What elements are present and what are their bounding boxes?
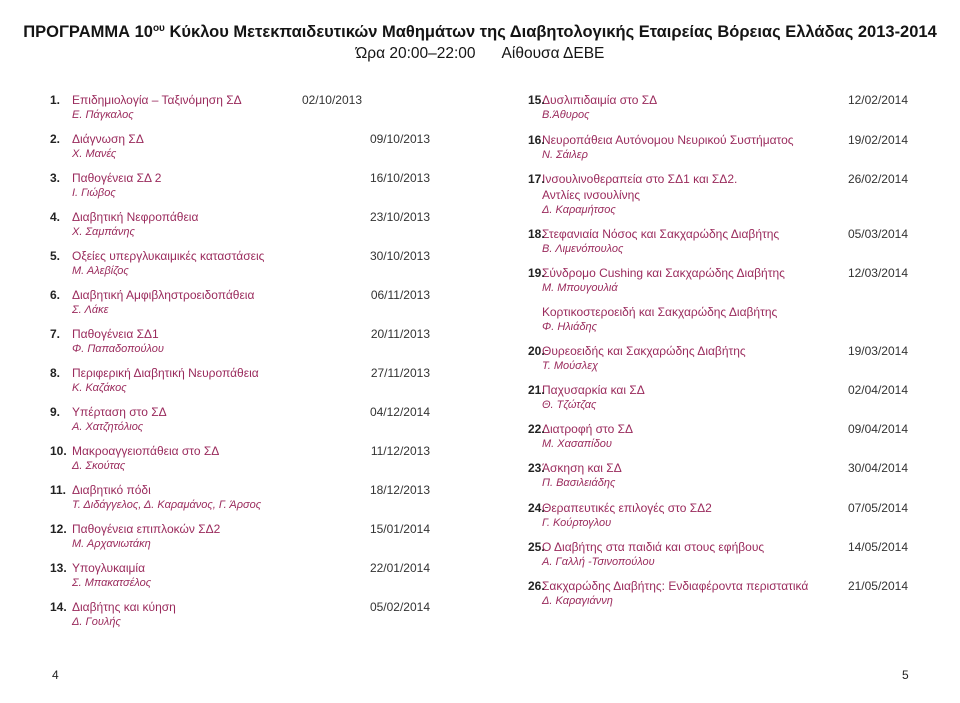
entry-date: 06/11/2013 bbox=[370, 288, 430, 302]
entry-speaker: Δ. Καραμήτσος bbox=[542, 204, 616, 216]
entry-topic: Θυρεοειδής και Σακχαρώδης Διαβήτης bbox=[542, 344, 746, 358]
schedule-entry bbox=[50, 209, 430, 240]
entry-speaker: Γ. Κούρτογλου bbox=[542, 517, 612, 529]
page-number-left: 4 bbox=[52, 668, 59, 682]
schedule-entry bbox=[50, 443, 430, 474]
schedule-entry bbox=[528, 578, 908, 609]
entry-number: 3. bbox=[50, 171, 61, 185]
entry-speaker: Ε. Πάγκαλος bbox=[72, 109, 134, 121]
entry-date: 19/03/2014 bbox=[847, 344, 908, 358]
entry-date: 02/04/2014 bbox=[847, 383, 908, 397]
entry-number: 8. bbox=[50, 366, 61, 380]
page-number-right: 5 bbox=[902, 668, 909, 682]
schedule-entry bbox=[528, 500, 908, 531]
entry-date: 09/10/2013 bbox=[369, 132, 430, 146]
entry-number: 24. bbox=[528, 501, 545, 515]
entry-topic-line2: Αντλίες ινσουλίνης bbox=[542, 188, 641, 202]
schedule-entry bbox=[528, 539, 908, 570]
entry-topic: Θεραπευτικές επιλογές στο ΣΔ2 bbox=[542, 501, 712, 515]
entry-number: 9. bbox=[50, 405, 61, 419]
schedule-entry bbox=[50, 404, 430, 435]
entry-date: 14/05/2014 bbox=[847, 540, 908, 554]
schedule-entry bbox=[50, 287, 430, 318]
entry-topic: Οξείες υπεργλυκαιμικές καταστάσεις bbox=[72, 249, 265, 263]
schedule-entry bbox=[528, 171, 908, 218]
entry-date: 12/02/2014 bbox=[847, 93, 908, 107]
entry-number: 18. bbox=[528, 227, 545, 241]
entry-number: 23. bbox=[528, 461, 545, 475]
entry-date: 19/02/2014 bbox=[847, 133, 908, 147]
entry-speaker: Χ. Μανές bbox=[72, 148, 117, 160]
entry-number: 21. bbox=[528, 383, 545, 397]
entry-speaker: Μ. Χασαπίδου bbox=[542, 438, 612, 450]
entry-number: 12. bbox=[50, 522, 67, 536]
entry-number: 22. bbox=[528, 422, 545, 436]
title-rest: Κύκλου Μετεκπαιδευτικών Μαθημάτων της Διαβητολογικής Εταιρείας Βόρειας Ελλάδας 2013-2014 bbox=[164, 23, 937, 41]
entry-speaker: Θ. Τζώτζας bbox=[542, 399, 597, 411]
schedule-entry bbox=[50, 131, 430, 162]
entry-date: 18/12/2013 bbox=[369, 483, 430, 497]
entry-speaker: Μ. Αλεβίζος bbox=[72, 265, 129, 277]
schedule-entry bbox=[528, 382, 908, 413]
entry-date: 05/02/2014 bbox=[369, 600, 430, 614]
entry-number: 17. bbox=[528, 172, 545, 186]
title-prefix: ΠΡΟΓΡΑΜΜΑ 10 bbox=[23, 23, 153, 41]
entry-speaker: Τ. Διδάγγελος, Δ. Καραμάνος, Γ. Άρσος bbox=[72, 499, 262, 511]
entry-number: 7. bbox=[50, 327, 61, 341]
entry-date: 07/05/2014 bbox=[847, 501, 908, 515]
entry-date: 04/12/2014 bbox=[369, 405, 430, 419]
entry-topic: Κορτικοστεροειδή και Σακχαρώδης Διαβήτης bbox=[542, 305, 778, 319]
entry-number: 20. bbox=[528, 344, 545, 358]
entry-date: 23/10/2013 bbox=[369, 210, 430, 224]
entry-number: 25. bbox=[528, 540, 545, 554]
schedule-entry bbox=[50, 326, 430, 357]
entry-speaker: Δ. Καραγιάννη bbox=[542, 595, 613, 607]
entry-date: 15/01/2014 bbox=[369, 522, 430, 536]
entry-topic: Περιφερική Διαβητική Νευροπάθεια bbox=[72, 366, 259, 380]
schedule-entry bbox=[50, 482, 430, 513]
entry-number: 5. bbox=[50, 249, 61, 263]
schedule-entry bbox=[50, 92, 362, 123]
entry-speaker: Μ. Αρχανιωτάκη bbox=[72, 538, 151, 550]
entry-topic: Σακχαρώδης Διαβήτης: Ενδιαφέροντα περιστατικά bbox=[542, 579, 809, 593]
entry-topic: Υπέρταση στο ΣΔ bbox=[72, 405, 167, 419]
entry-topic: Παθογένεια ΣΔ 2 bbox=[72, 171, 162, 185]
entry-date: 27/11/2013 bbox=[370, 366, 430, 380]
entry-speaker: Δ. Γουλής bbox=[72, 616, 121, 628]
entry-date: 21/05/2014 bbox=[847, 579, 908, 593]
entry-speaker: Σ. Λάκε bbox=[72, 304, 109, 316]
entry-speaker: Α. Γαλλή -Τσινοπούλου bbox=[542, 556, 655, 568]
title-superscript: ου bbox=[152, 23, 165, 34]
entry-topic: Ο Διαβήτης στα παιδιά και στους εφήβους bbox=[542, 540, 765, 554]
entry-number: 2. bbox=[50, 132, 61, 146]
entry-topic: Επιδημιολογία – Ταξινόμηση ΣΔ bbox=[72, 93, 242, 107]
schedule-entry bbox=[528, 226, 908, 257]
entry-date: 20/11/2013 bbox=[370, 327, 430, 341]
entry-number: 10. bbox=[50, 444, 67, 458]
entry-topic: Σύνδρομο Cushing και Σακχαρώδης Διαβήτης bbox=[542, 266, 785, 280]
schedule-entry bbox=[50, 365, 430, 396]
entry-speaker: Φ. Παπαδοπούλου bbox=[72, 343, 164, 355]
entry-topic: Διάγνωση ΣΔ bbox=[72, 132, 144, 146]
schedule-entry bbox=[50, 599, 430, 630]
entry-number: 4. bbox=[50, 210, 61, 224]
entry-number: 16. bbox=[528, 133, 545, 147]
entry-topic: Ινσουλινοθεραπεία στο ΣΔ1 και ΣΔ2. bbox=[542, 172, 738, 186]
entry-topic: Υπογλυκαιμία bbox=[72, 561, 146, 575]
entry-topic: Νευροπάθεια Αυτόνομου Νευρικού Συστήματος bbox=[542, 133, 794, 147]
entry-speaker: Μ. Μπουγουλιά bbox=[542, 282, 618, 294]
schedule-entry bbox=[50, 560, 430, 591]
entry-date: 02/10/2013 bbox=[301, 93, 362, 107]
entry-speaker: Σ. Μπακατσέλος bbox=[72, 577, 152, 589]
entry-topic: Μακροαγγειοπάθεια στο ΣΔ bbox=[72, 444, 220, 458]
entry-speaker: Χ. Σαμπάνης bbox=[72, 226, 135, 238]
entry-speaker: Α. Χατζητόλιος bbox=[72, 421, 144, 433]
entry-topic: Διαβητική Αμφιβληστροειδοπάθεια bbox=[72, 288, 255, 302]
entry-topic: Άσκηση και ΣΔ bbox=[542, 461, 622, 475]
entry-speaker: Ν. Σάιλερ bbox=[542, 149, 588, 161]
entry-speaker: Ι. Γιώβος bbox=[72, 187, 116, 199]
entry-date: 16/10/2013 bbox=[369, 171, 430, 185]
entry-number: 19. bbox=[528, 266, 545, 280]
session-venue: Αίθουσα ΔΕΒΕ bbox=[501, 45, 605, 62]
entry-topic: Παθογένεια ΣΔ1 bbox=[72, 327, 159, 341]
entry-number: 14. bbox=[50, 600, 67, 614]
schedule-entry bbox=[528, 92, 908, 123]
entry-date: 22/01/2014 bbox=[369, 561, 430, 575]
entry-topic: Δυσλιπιδαιμία στο ΣΔ bbox=[542, 93, 658, 107]
entry-topic: Διαβητικό πόδι bbox=[72, 483, 151, 497]
schedule-entry bbox=[528, 460, 908, 491]
entry-date: 09/04/2014 bbox=[847, 422, 908, 436]
entry-topic: Διατροφή στο ΣΔ bbox=[542, 422, 634, 436]
entry-speaker: Π. Βασιλειάδης bbox=[542, 477, 616, 489]
schedule-entry bbox=[50, 521, 430, 552]
schedule-sub-entry bbox=[528, 304, 908, 335]
entry-number: 26. bbox=[528, 579, 545, 593]
schedule-entry bbox=[50, 248, 430, 279]
program-title bbox=[0, 18, 960, 43]
entry-topic: Παχυσαρκία και ΣΔ bbox=[542, 383, 645, 397]
entry-topic: Διαβήτης και κύηση bbox=[72, 600, 176, 614]
time-venue-line bbox=[0, 43, 960, 65]
program-header bbox=[0, 18, 960, 65]
schedule-entry bbox=[50, 170, 430, 201]
entry-speaker: Β.Άθυρος bbox=[542, 109, 590, 121]
schedule-entry bbox=[528, 421, 908, 452]
schedule-entry bbox=[528, 265, 908, 296]
entry-topic: Διαβητική Νεφροπάθεια bbox=[72, 210, 199, 224]
entry-date: 11/12/2013 bbox=[370, 444, 430, 458]
entry-date: 26/02/2014 bbox=[847, 172, 908, 186]
entry-date: 30/04/2014 bbox=[847, 461, 908, 475]
entry-number: 13. bbox=[50, 561, 67, 575]
entry-topic: Παθογένεια επιπλοκών ΣΔ2 bbox=[72, 522, 221, 536]
entry-speaker: Δ. Σκούτας bbox=[72, 460, 126, 472]
session-time: Ώρα 20:00–22:00 bbox=[355, 45, 476, 62]
entry-date: 05/03/2014 bbox=[847, 227, 908, 241]
entry-number: 11. bbox=[50, 483, 67, 497]
entry-date: 12/03/2014 bbox=[847, 266, 908, 280]
schedule-entry bbox=[528, 132, 908, 163]
entry-speaker: Κ. Καζάκος bbox=[72, 382, 127, 394]
entry-speaker: Τ. Μούσλεχ bbox=[542, 360, 599, 372]
entry-date: 30/10/2013 bbox=[369, 249, 430, 263]
entry-number: 1. bbox=[50, 93, 61, 107]
entry-number: 6. bbox=[50, 288, 61, 302]
entry-speaker: Φ. Ηλιάδης bbox=[542, 321, 597, 333]
entry-number: 15. bbox=[528, 93, 545, 107]
schedule-entry bbox=[528, 343, 908, 374]
entry-speaker: Β. Λιμενόπουλος bbox=[542, 243, 624, 255]
entry-topic: Στεφανιαία Νόσος και Σακχαρώδης Διαβήτης bbox=[542, 227, 780, 241]
